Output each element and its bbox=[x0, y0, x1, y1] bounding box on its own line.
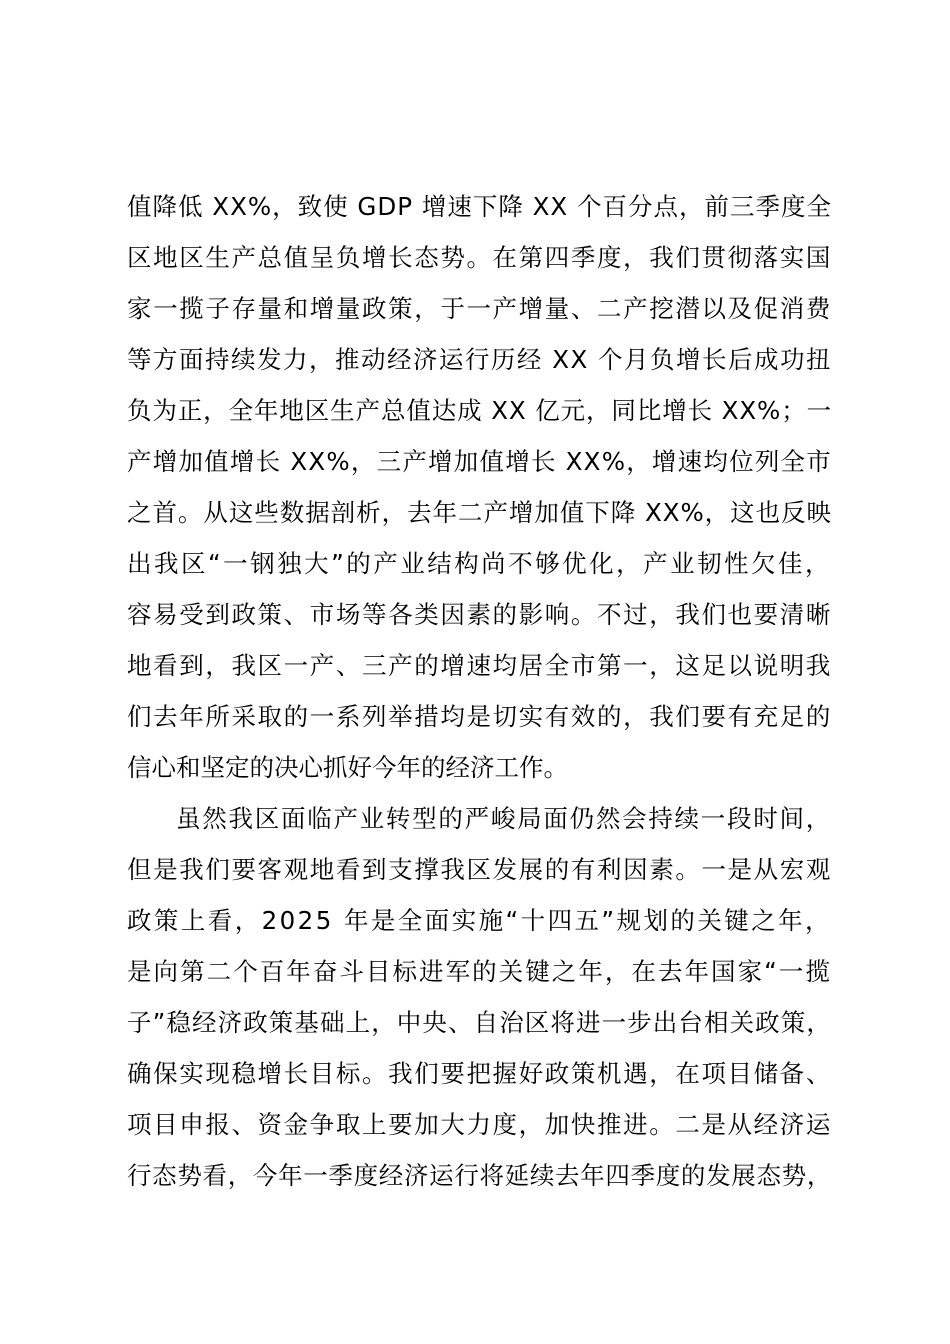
line-text: 行态势看，今年一季度经济运行将延续去年四季度的发展态势， bbox=[127, 1161, 832, 1190]
text-line bbox=[127, 895, 832, 946]
text-line bbox=[127, 232, 832, 283]
line-text: 虽然我区面临产业转型的严峻局面仍然会持续一段时间， bbox=[176, 804, 832, 833]
line-text: 政策上看，2025 年是全面实施“十四五”规划的关键之年， bbox=[127, 906, 832, 935]
text-line bbox=[127, 181, 832, 232]
paragraph-1 bbox=[127, 181, 832, 793]
text-line bbox=[127, 1099, 832, 1150]
line-text: 区地区生产总值呈负增长态势。在第四季度，我们贯彻落实国 bbox=[127, 243, 832, 272]
text-line bbox=[127, 844, 832, 895]
line-text: 确保实现稳增长目标。我们要把握好政策机遇，在项目储备、 bbox=[127, 1059, 832, 1088]
line-text: 地看到，我区一产、三产的增速均居全市第一，这足以说明我 bbox=[127, 651, 832, 680]
text-line bbox=[127, 640, 832, 691]
line-text: 容易受到政策、市场等各类因素的影响。不过，我们也要清晰 bbox=[127, 600, 832, 629]
paragraph-2 bbox=[127, 793, 832, 1201]
line-text: 子”稳经济政策基础上，中央、自治区将进一步出台相关政策， bbox=[127, 1008, 832, 1037]
text-line bbox=[127, 283, 832, 334]
line-text: 项目申报、资金争取上要加大力度，加快推进。二是从经济运 bbox=[127, 1110, 832, 1139]
text-line bbox=[127, 742, 832, 793]
line-text: 们去年所采取的一系列举措均是切实有效的，我们要有充足的 bbox=[127, 702, 832, 731]
line-text: 信心和坚定的决心抓好今年的经济工作。 bbox=[127, 753, 568, 782]
line-text: 家一揽子存量和增量政策，于一产增量、二产挖潜以及促消费 bbox=[127, 294, 832, 323]
line-text: 之首。从这些数据剖析，去年二产增加值下降 XX%，这也反映 bbox=[127, 498, 832, 527]
text-line bbox=[127, 1048, 832, 1099]
line-text: 但是我们要客观地看到支撑我区发展的有利因素。一是从宏观 bbox=[127, 855, 832, 884]
text-line bbox=[127, 589, 832, 640]
text-line bbox=[127, 691, 832, 742]
line-text: 负为正，全年地区生产总值达成 XX 亿元，同比增长 XX%；一 bbox=[127, 396, 832, 425]
text-line bbox=[127, 487, 832, 538]
text-line bbox=[127, 334, 832, 385]
text-line bbox=[127, 538, 832, 589]
document-body bbox=[127, 181, 832, 1201]
line-text: 产增加值增长 XX%，三产增加值增长 XX%，增速均位列全市 bbox=[127, 447, 832, 476]
text-line bbox=[127, 385, 832, 436]
text-line bbox=[127, 997, 832, 1048]
line-text: 等方面持续发力，推动经济运行历经 XX 个月负增长后成功扭 bbox=[127, 345, 832, 374]
text-line bbox=[127, 793, 832, 844]
line-text: 是向第二个百年奋斗目标进军的关键之年，在去年国家“一揽 bbox=[127, 957, 832, 986]
text-line bbox=[127, 946, 832, 997]
line-text: 出我区“一钢独大”的产业结构尚不够优化，产业韧性欠佳， bbox=[127, 549, 832, 578]
text-line bbox=[127, 1150, 832, 1201]
text-line bbox=[127, 436, 832, 487]
line-text: 值降低 XX%，致使 GDP 增速下降 XX 个百分点，前三季度全 bbox=[127, 192, 832, 221]
